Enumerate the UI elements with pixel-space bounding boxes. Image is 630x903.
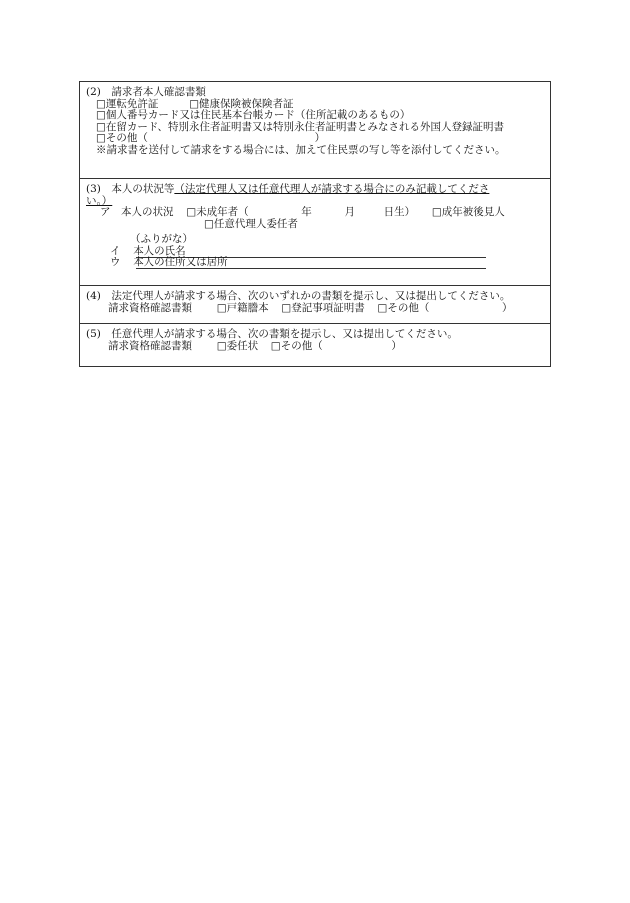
birth-year-label: 年	[301, 206, 312, 218]
section-3-person-status	[80, 179, 550, 286]
checkbox-my-number-card[interactable]: □個人番号カード又は住民基本台帳カード（住所記載のあるもの）	[96, 109, 411, 121]
checkbox-section-5-other[interactable]: □その他（	[270, 339, 323, 352]
section-3-heading: (3) 本人の状況等	[86, 183, 175, 195]
section-3-heading-note-cont: い。）	[86, 194, 113, 207]
checkbox-voluntary-agent-principal[interactable]: □任意代理人委任者	[204, 217, 298, 230]
address-item-label: ウ	[110, 256, 121, 268]
section-5-other-close-paren: ）	[391, 339, 402, 352]
checkbox-registry-certificate[interactable]: □登記事項証明書	[281, 301, 365, 314]
section-4-heading: (4) 法定代理人が請求する場合、次のいずれかの書類を提示し、又は提出してください。	[86, 290, 511, 302]
section-2-identity-documents	[80, 82, 550, 179]
section-5-heading: (5) 任意代理人が請求する場合、次の書類を提示し、又は提出してください。	[86, 328, 458, 340]
birth-month-label: 月	[344, 206, 355, 218]
section-4-other-close-paren: ）	[502, 301, 513, 314]
status-label: ア 本人の状況	[100, 206, 174, 218]
checkbox-power-of-attorney[interactable]: □委任状	[216, 339, 259, 352]
request-form-section	[79, 81, 551, 367]
checkbox-other-document[interactable]: □その他（	[96, 132, 148, 144]
section-2-heading: (2) 請求者本人確認書類	[86, 86, 206, 98]
checkbox-family-register[interactable]: □戸籍謄本	[216, 301, 269, 314]
checkbox-residence-card[interactable]: □在留カード、特別永住者証明書又は特別永住者証明書とみなされる外国人登録証明書	[96, 120, 504, 133]
furigana-label: （ふりがな）	[130, 233, 193, 245]
person-name-field[interactable]: 本人の氏名	[133, 244, 186, 257]
other-document-close-paren: ）	[314, 132, 326, 144]
checkbox-section-4-other[interactable]: □その他（	[377, 301, 430, 314]
name-item-label: イ	[110, 244, 121, 257]
birth-day-label: 日生）	[383, 206, 416, 218]
person-address-underline	[136, 268, 486, 269]
section-3-heading-note: （法定代理人又は任意代理人が請求する場合にのみ記載してくださ	[174, 183, 490, 195]
section-5-voluntary-agent-documents	[80, 324, 550, 366]
section-2-mail-note: ※請求書を送付して請求をする場合には、加えて住民票の写し等を添付してください。	[96, 143, 506, 156]
checkbox-drivers-license[interactable]: □運転免許証	[96, 97, 159, 110]
checkbox-health-insurance-card[interactable]: □健康保険被保険者証	[189, 97, 294, 110]
section-4-doc-label: 請求資格確認書類	[108, 301, 192, 314]
checkbox-minor[interactable]: □未成年者（	[186, 206, 249, 218]
checkbox-adult-ward[interactable]: □成年被後見人	[431, 206, 505, 218]
person-address-field[interactable]: 本人の住所又は居所	[133, 256, 228, 268]
section-4-legal-agent-documents	[80, 286, 550, 324]
section-5-doc-label: 請求資格確認書類	[108, 339, 192, 352]
